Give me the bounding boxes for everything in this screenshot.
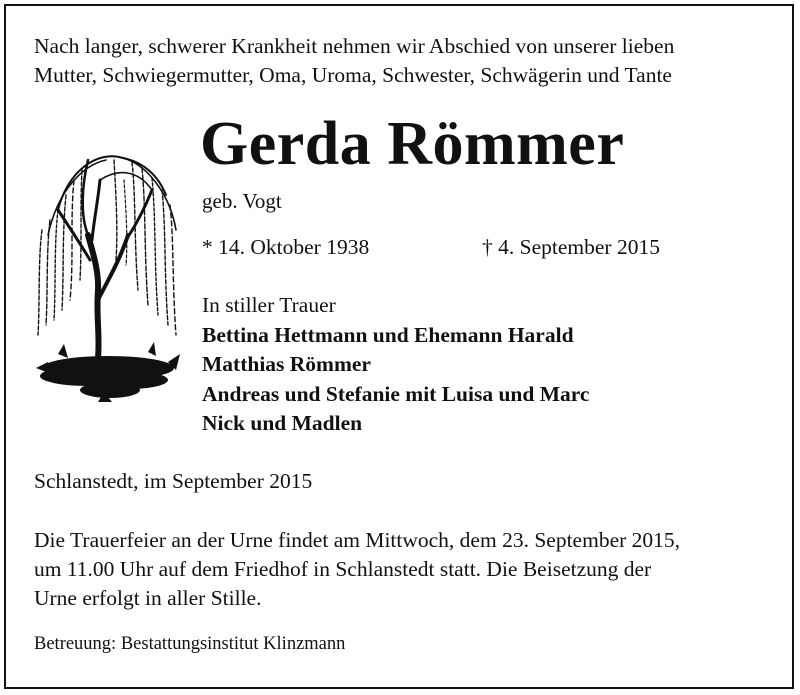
mourner-name: Nick und Madlen: [202, 411, 363, 435]
ceremony-notice: [34, 526, 774, 613]
mourner-name: Bettina Hettmann und Ehemann Harald: [202, 322, 574, 347]
weeping-willow-icon: [28, 140, 184, 412]
mourning-phrase: In stiller Trauer: [202, 293, 336, 317]
intro-line-1: Nach langer, schwerer Krankheit nehmen wir Abschied von unserer lieben: [34, 34, 675, 58]
place-and-date: Schlanstedt, im September 2015: [34, 469, 313, 493]
ceremony-line-1: Die Trauerfeier an der Urne findet am Mittwoch, dem 23. September 2015,: [34, 528, 681, 552]
maiden-name: geb. Vogt: [202, 189, 282, 213]
death-date: † 4. September 2015: [482, 235, 660, 259]
ceremony-line-2: um 11.00 Uhr auf dem Friedhof in Schlanstedt statt. Die Beisetzung der: [34, 557, 652, 581]
mourners-block: [202, 291, 589, 439]
mourner-name: Andreas und Stefanie mit Luisa und Marc: [202, 381, 590, 406]
intro-line-2: Mutter, Schwiegermutter, Oma, Uroma, Schwester, Schwägerin und Tante: [34, 63, 672, 87]
birth-date: * 14. Oktober 1938: [202, 235, 370, 259]
funeral-home-credit: Betreuung: Bestattungsinstitut Klinzmann: [34, 634, 346, 654]
ceremony-line-3: Urne erfolgt in aller Stille.: [34, 586, 262, 610]
mourner-name: Matthias Römmer: [202, 352, 371, 376]
intro-text: [34, 32, 774, 90]
deceased-name: Gerda Römmer: [200, 110, 625, 178]
